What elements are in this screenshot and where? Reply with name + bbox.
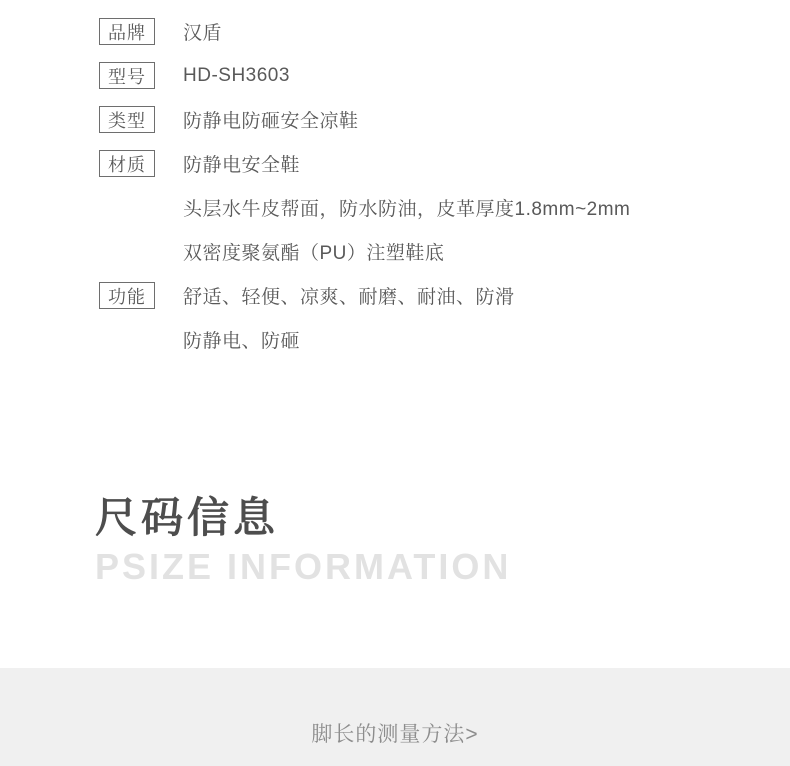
- spec-value: 汉盾: [183, 23, 223, 44]
- foot-measure-link[interactable]: 脚长的测量方法>: [311, 723, 479, 746]
- spec-value: 头层水牛皮帮面，防水防油，皮革厚度1.8mm~2mm: [183, 199, 631, 220]
- size-section-title: 尺码信息: [95, 494, 280, 541]
- size-section-watermark: PSIZE INFORMATION: [95, 546, 512, 587]
- spec-row-function-detail: [99, 326, 630, 353]
- spec-value: HD-SH3603: [183, 64, 290, 86]
- spec-value: 舒适、轻便、凉爽、耐磨、耐油、防滑: [183, 287, 515, 308]
- spec-row-brand: [99, 18, 630, 45]
- spec-value: 防静电安全鞋: [183, 155, 301, 176]
- spec-label-box: 类型: [99, 106, 155, 133]
- spec-label-box: 品牌: [99, 18, 155, 45]
- spec-row-model: [99, 62, 630, 89]
- spec-list: [99, 18, 630, 370]
- spec-row-material-detail-1: [99, 194, 630, 221]
- spec-row-function: [99, 282, 630, 309]
- footer-band: [0, 668, 790, 766]
- spec-label-spacer: [99, 238, 155, 265]
- spec-label-spacer: [99, 194, 155, 221]
- spec-value: 防静电、防砸: [183, 331, 301, 352]
- spec-value: 双密度聚氨酯（PU）注塑鞋底: [183, 243, 445, 264]
- spec-label-box: 功能: [99, 282, 155, 309]
- spec-label-box: 材质: [99, 150, 155, 177]
- spec-row-material-detail-2: [99, 238, 630, 265]
- spec-label-box: 型号: [99, 62, 155, 89]
- spec-row-type: [99, 106, 630, 133]
- spec-value: 防静电防砸安全凉鞋: [183, 111, 359, 132]
- spec-row-material: [99, 150, 630, 177]
- spec-label-spacer: [99, 326, 155, 353]
